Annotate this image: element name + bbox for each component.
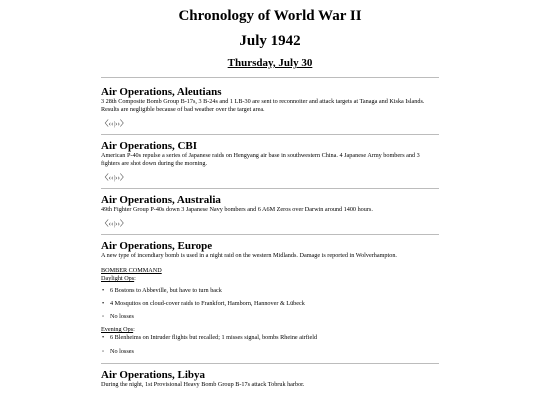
section-title: Air Operations, Europe bbox=[101, 240, 213, 252]
daylight-label: Daylight Ops bbox=[101, 275, 135, 282]
prev-icon[interactable]: 〈‹‹ bbox=[101, 119, 114, 128]
section-title: Air Operations, CBI bbox=[101, 140, 198, 152]
section-nav bbox=[101, 119, 439, 128]
section-cbi bbox=[101, 140, 439, 189]
section-libya bbox=[101, 369, 439, 389]
next-icon[interactable]: ››〉 bbox=[115, 119, 128, 128]
daylight-heading: Daylight Ops: bbox=[101, 275, 136, 282]
command-label: BOMBER COMMAND bbox=[101, 267, 162, 274]
list-item: • 4 Mosquitos on cloud-cover raids to Frankfort, Hamborn, Hannover & Lübeck bbox=[101, 300, 439, 308]
header-divider bbox=[101, 77, 439, 78]
section-text: 3 28th Composite Bomb Group B-17s, 3 B-24s and 1 LB-30 are sent to reconnoiter and attack targets at Tanaga and Kiska Islands. Results are negligible because of bad weather over the target area. bbox=[101, 98, 425, 113]
next-icon[interactable]: ››〉 bbox=[115, 173, 128, 182]
section-aleutians bbox=[101, 86, 439, 135]
month-heading: July 1942 bbox=[239, 33, 301, 49]
section-nav bbox=[101, 173, 439, 182]
evening-heading: Evening Ops: bbox=[101, 326, 135, 333]
section-divider bbox=[101, 234, 439, 235]
content bbox=[101, 86, 439, 389]
section-text: 49th Fighter Group P-40s down 3 Japanese Navy bombers and 6 A6M Zeros over Darwin around 1400 hours. bbox=[101, 206, 373, 213]
evening-list bbox=[101, 334, 439, 356]
nav-separator: | bbox=[113, 173, 116, 182]
section-title: Air Operations, Libya bbox=[101, 369, 206, 381]
list-item: ◦ No losses bbox=[101, 313, 439, 321]
nav-separator: | bbox=[113, 219, 116, 228]
section-text: American P-40s repulse a series of Japanese raids on Hengyang air base in southwestern China. 4 Japanese Army bombers and 3 fighters are shot down during the morning. bbox=[101, 152, 420, 167]
section-title: Air Operations, Australia bbox=[101, 194, 221, 206]
list-item: • 6 Blenheims on Intruder flights but recalled; 1 misses signal, bombs Rheine airfield bbox=[101, 334, 439, 342]
page-title: Chronology of World War II bbox=[178, 8, 362, 24]
evening-label: Evening Ops bbox=[101, 326, 134, 333]
section-text: A new type of incendiary bomb is used in a night raid on the western Midlands. Damage is reported in Wolverhampton. bbox=[101, 252, 397, 259]
list-item: • 6 Bostons to Abbeville, but have to turn back bbox=[101, 287, 439, 295]
section-title: Air Operations, Aleutians bbox=[101, 86, 222, 98]
date-heading: Thursday, July 30 bbox=[227, 57, 313, 69]
prev-icon[interactable]: 〈‹‹ bbox=[101, 173, 114, 182]
prev-icon[interactable]: 〈‹‹ bbox=[101, 219, 114, 228]
section-text: During the night, 1st Provisional Heavy Bomb Group B-17s attack Tobruk harbor. bbox=[101, 381, 305, 388]
nav-separator: | bbox=[113, 119, 116, 128]
next-icon[interactable]: ››〉 bbox=[115, 219, 128, 228]
section-nav bbox=[101, 219, 439, 228]
section-divider bbox=[101, 363, 439, 364]
section-australia bbox=[101, 194, 439, 235]
daylight-list bbox=[101, 287, 439, 321]
section-europe bbox=[101, 240, 439, 364]
list-item: ◦ No losses bbox=[101, 348, 439, 356]
section-divider bbox=[101, 188, 439, 189]
section-divider bbox=[101, 134, 439, 135]
